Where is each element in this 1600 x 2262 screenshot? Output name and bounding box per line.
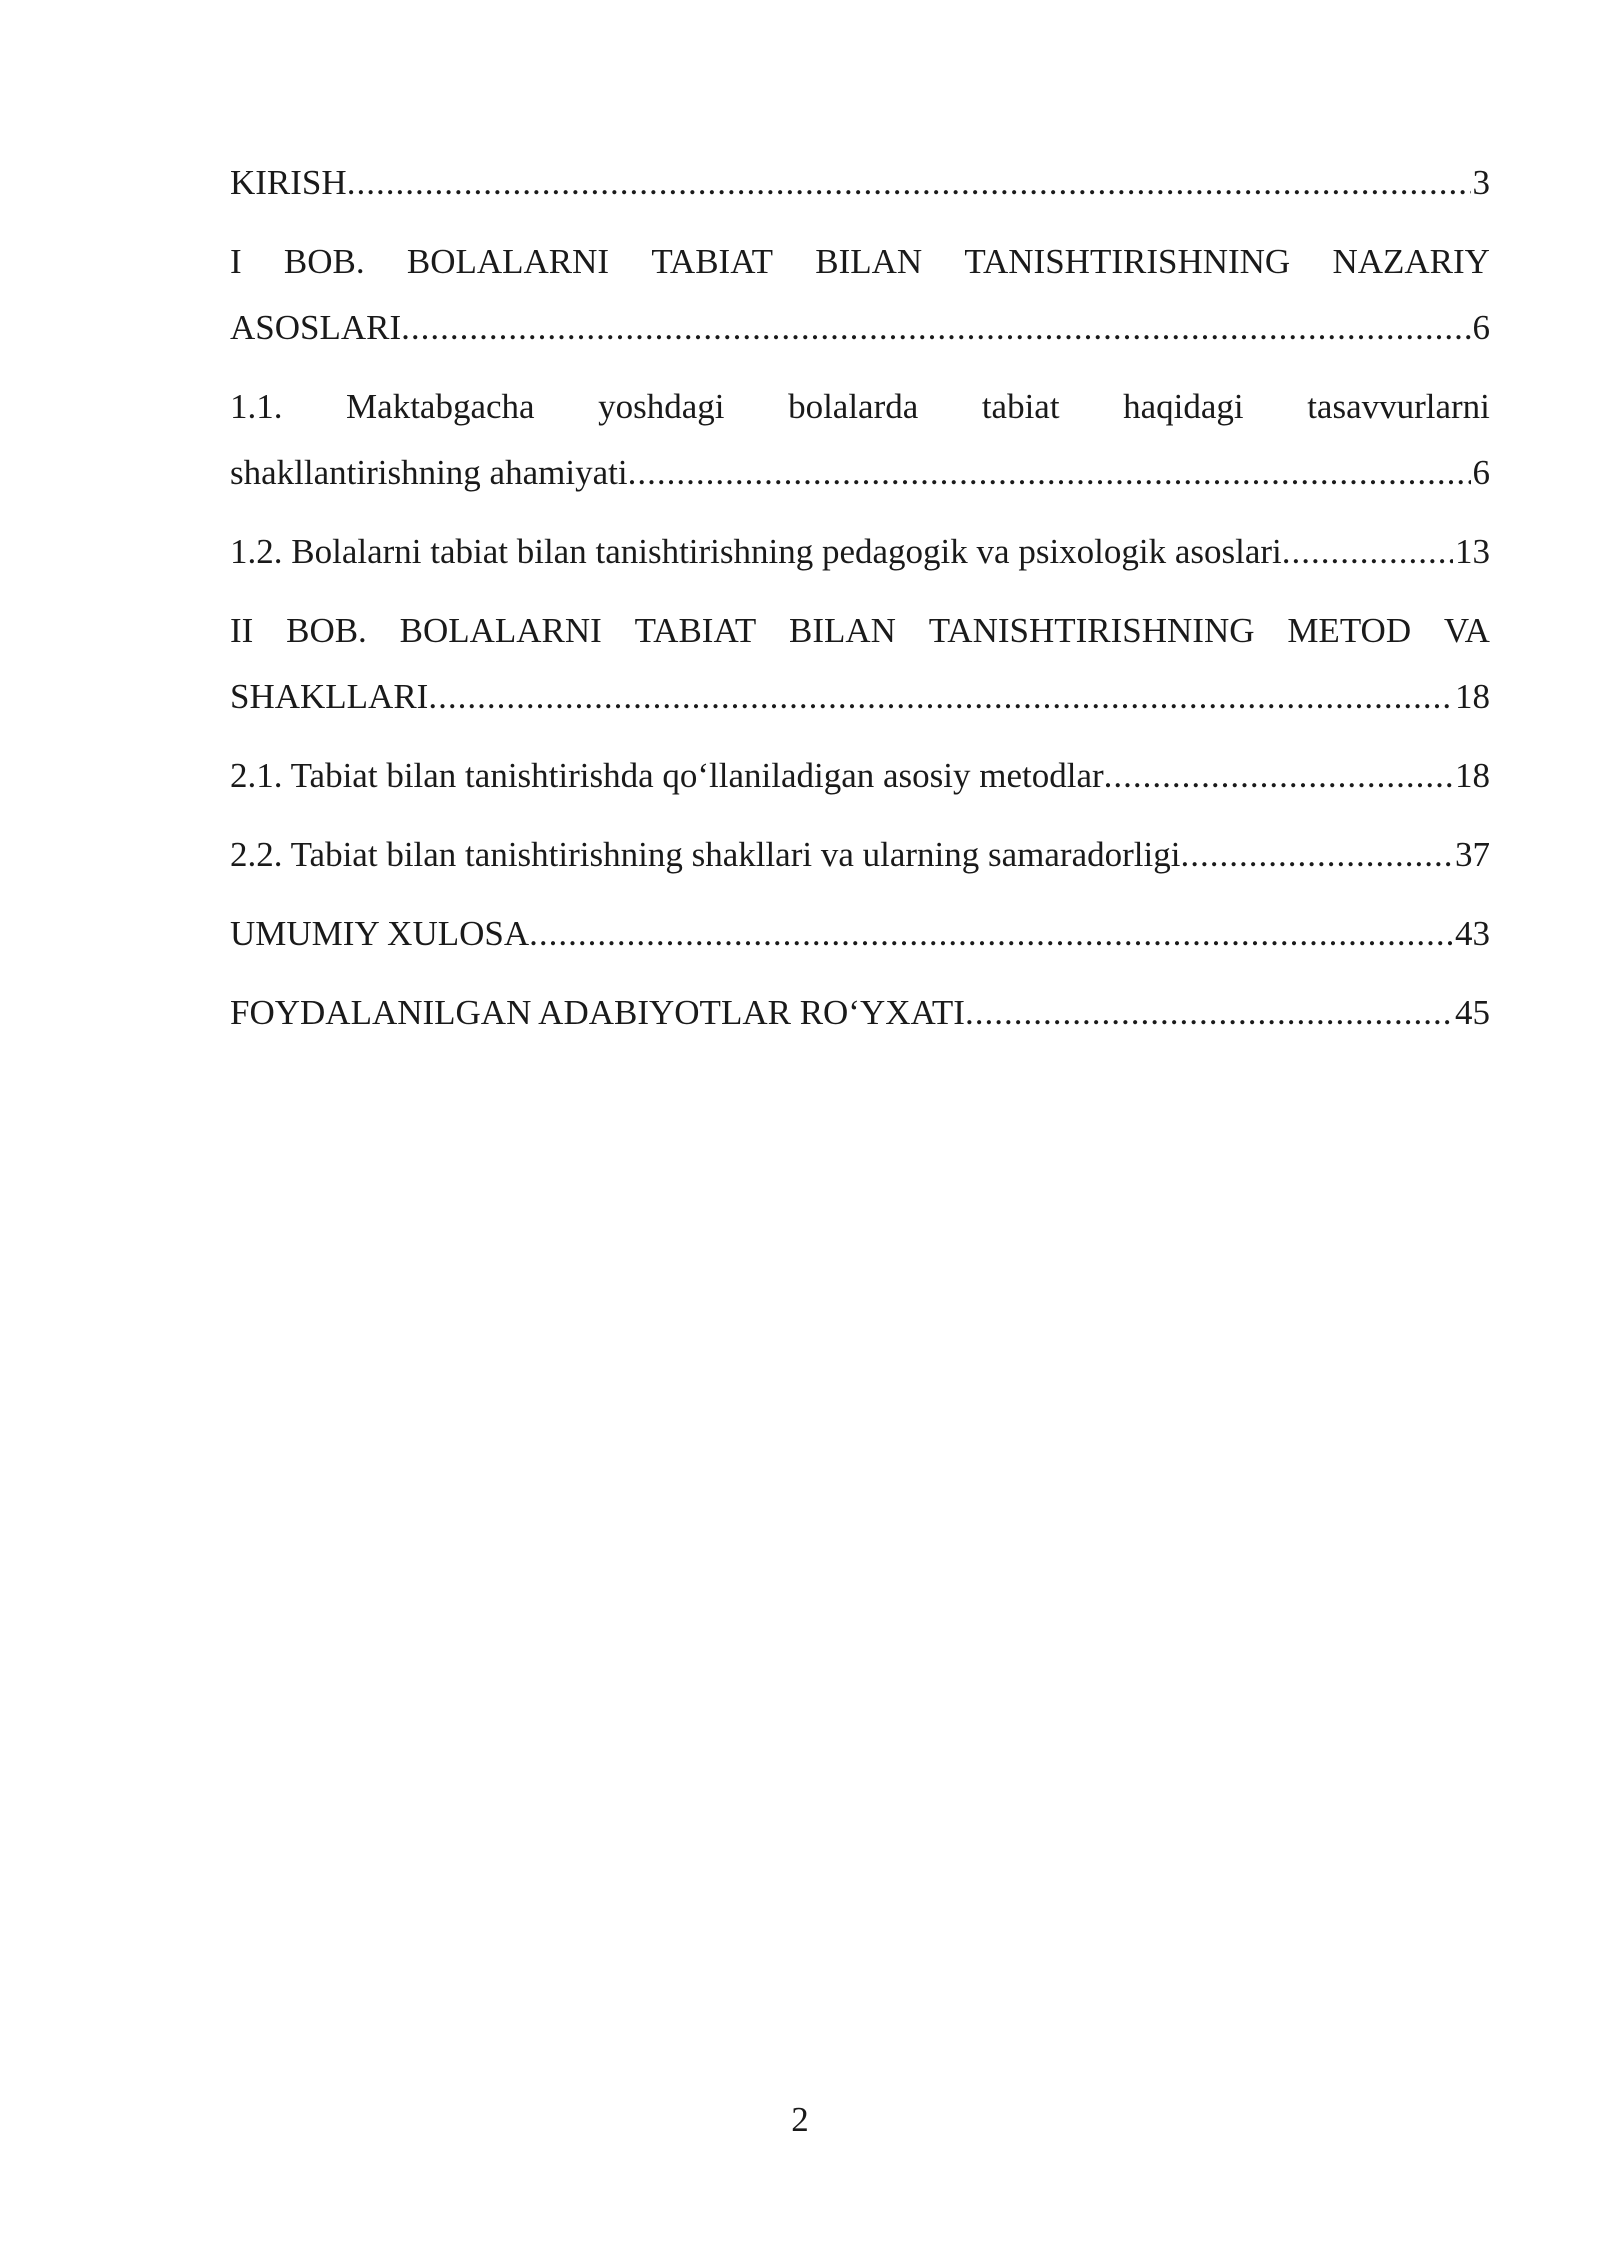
toc-line — [230, 743, 1490, 809]
toc-line — [230, 822, 1490, 888]
toc-entry-2-1[interactable] — [230, 743, 1490, 809]
toc-entry-bob2[interactable] — [230, 598, 1490, 730]
toc-heading-word: BILAN — [789, 611, 896, 650]
toc-entry-1-1[interactable] — [230, 374, 1490, 506]
toc-heading-word: Maktabgacha — [346, 387, 535, 426]
toc-entry-page: 3 — [1472, 163, 1490, 202]
toc-entry-title: SHAKLLARI — [230, 677, 429, 716]
toc-line — [230, 664, 1490, 730]
toc-line — [230, 150, 1490, 216]
toc-heading-word: bolalarda — [788, 387, 919, 426]
toc-entry-page: 18 — [1455, 756, 1490, 795]
toc-entry-title: 1.2. Bolalarni tabiat bilan tanishtirishning pedagogik va psixologik asoslari — [230, 532, 1282, 571]
toc-heading-line — [230, 374, 1490, 440]
toc-line — [230, 295, 1490, 361]
toc-entry-kirish[interactable] — [230, 150, 1490, 216]
toc-entry-page: 45 — [1455, 993, 1490, 1032]
toc-entry-title: 2.1. Tabiat bilan tanishtirishda qo‘llaniladigan asosiy metodlar — [230, 756, 1104, 795]
dot-leader — [628, 440, 1471, 506]
toc-entry-adabiyotlar[interactable] — [230, 980, 1490, 1046]
toc-heading-word: BOB. — [286, 611, 367, 650]
dot-leader — [428, 664, 1453, 730]
toc-heading-word: II — [230, 611, 254, 650]
toc-heading-word: yoshdagi — [598, 387, 725, 426]
toc-heading-word: VA — [1443, 611, 1490, 650]
toc-heading-word: 1.1. — [230, 387, 283, 426]
toc-heading-word: TABIAT — [651, 242, 773, 281]
toc-entry-title: FOYDALANILGAN ADABIYOTLAR RO‘YXATI — [230, 993, 965, 1032]
dot-leader — [1180, 822, 1453, 888]
toc-entry-2-2[interactable] — [230, 822, 1490, 888]
toc-line — [230, 901, 1490, 967]
toc-heading-word: BOLALARNI — [399, 611, 602, 650]
toc-entry-page: 6 — [1472, 453, 1490, 492]
toc-line — [230, 519, 1490, 585]
toc-entry-title: KIRISH — [230, 163, 347, 202]
toc-entry-page: 6 — [1472, 308, 1490, 347]
toc-entry-xulosa[interactable] — [230, 901, 1490, 967]
toc-heading-line — [230, 598, 1490, 664]
table-of-contents — [230, 150, 1490, 1059]
toc-heading-word: tasavvurlarni — [1307, 387, 1490, 426]
toc-entry-page: 18 — [1455, 677, 1490, 716]
toc-entry-page: 37 — [1455, 835, 1490, 874]
toc-entry-page: 43 — [1455, 914, 1490, 953]
toc-entry-title: 2.2. Tabiat bilan tanishtirishning shakllari va ularning samaradorligi — [230, 835, 1181, 874]
toc-entry-1-2[interactable] — [230, 519, 1490, 585]
toc-heading-word: tabiat — [981, 387, 1060, 426]
toc-heading-word: BILAN — [815, 242, 923, 281]
toc-entry-title: ASOSLARI — [230, 308, 402, 347]
toc-line — [230, 980, 1490, 1046]
toc-heading-line — [230, 229, 1490, 295]
dot-leader — [347, 150, 1471, 216]
dot-leader — [401, 295, 1470, 361]
dot-leader — [965, 980, 1453, 1046]
toc-entry-bob1[interactable] — [230, 229, 1490, 361]
toc-entry-page: 13 — [1455, 532, 1490, 571]
toc-heading-word: TABIAT — [634, 611, 757, 650]
page-number: 2 — [791, 2100, 809, 2139]
dot-leader — [529, 901, 1453, 967]
toc-heading-word: NAZARIY — [1332, 242, 1490, 281]
toc-heading-word: METOD — [1287, 611, 1412, 650]
toc-line — [230, 440, 1490, 506]
dot-leader — [1104, 743, 1453, 809]
toc-heading-word: BOLALARNI — [406, 242, 610, 281]
toc-heading-word: haqidagi — [1123, 387, 1244, 426]
toc-entry-title: UMUMIY XULOSA — [230, 914, 530, 953]
toc-heading-word: TANISHTIRISHNING — [964, 242, 1291, 281]
toc-heading-word: BOB. — [283, 242, 365, 281]
toc-entry-title: shakllantirishning ahamiyati — [230, 453, 628, 492]
toc-heading-word: I — [230, 242, 242, 281]
dot-leader — [1282, 519, 1453, 585]
toc-heading-word: TANISHTIRISHNING — [928, 611, 1255, 650]
